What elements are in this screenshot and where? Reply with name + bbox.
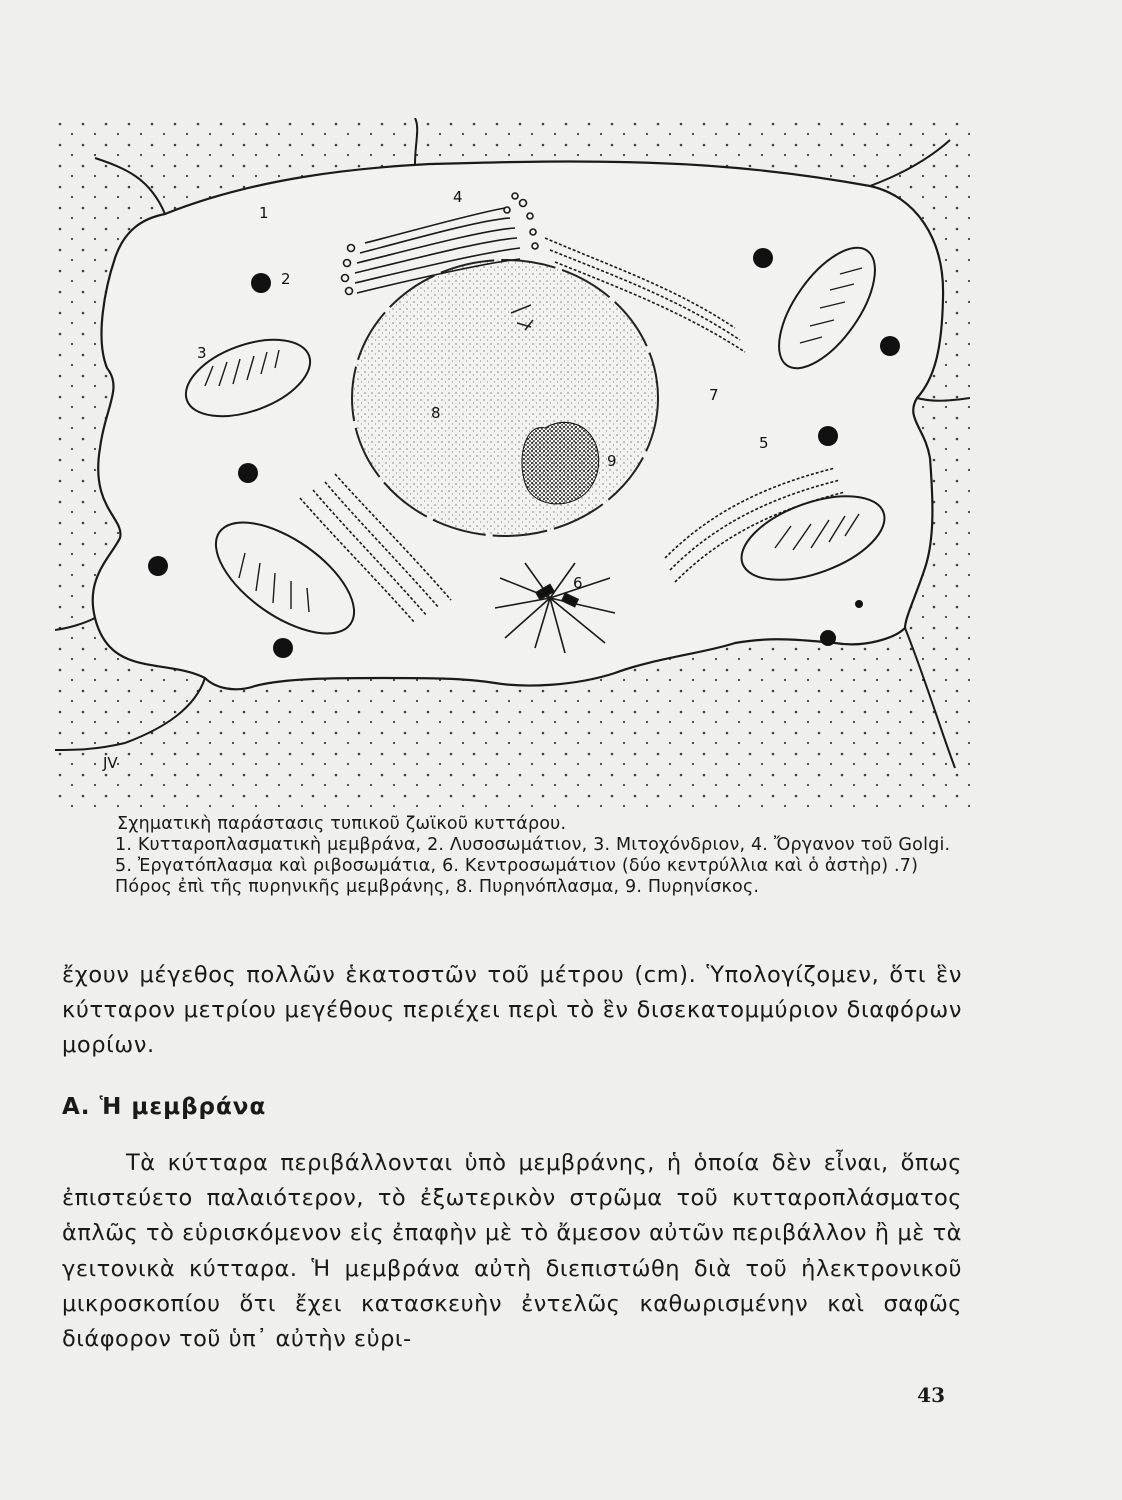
paragraph-text: ἔχουν μέγεθος πολλῶν ἑκατοστῶν τοῦ μέτρου (cm). Ὑπολογίζομεν, ὅτι ἓν κύτταρον μετρίου μεγέθους περιέχει περὶ τὸ ἓν δισεκατομμύριον διαφόρων μορίων. (62, 962, 962, 1058)
figure-label-2: 2 (281, 270, 291, 288)
figure-label-4: 4 (453, 188, 463, 206)
figure-label-8: 8 (431, 404, 441, 422)
nucleus (352, 260, 658, 536)
artist-signature: JV (103, 754, 118, 772)
section-heading: Α. Ἡ μεμβράνα (62, 1094, 267, 1120)
cell-diagram (55, 118, 970, 808)
figure-label-7: 7 (709, 386, 719, 404)
body-paragraph-1 (62, 958, 962, 1063)
figure-caption (115, 814, 960, 898)
figure-label-1: 1 (259, 204, 269, 222)
nucleolus (522, 422, 599, 504)
paragraph-text: Τὰ κύτταρα περιβάλλονται ὑπὸ μεμβράνης, ἡ ὁποία δὲν εἶναι, ὅπως ἐπιστεύετο παλαιότερον, τὸ ἐξωτερικὸν στρῶμα τοῦ κυτταροπλάσματος ἁπλῶς τὸ εὑρισκόμενον εἰς ἐπαφὴν μὲ τὸ ἄμεσον αὐτῶν περιβάλλον ἢ μὲ τὰ γειτονικὰ κύτταρα. Ἡ μεμβράνα αὐτὴ διεπιστώθη διὰ τοῦ ἠλεκτρονικοῦ μικροσκοπίου ὅτι ἔχει κατασκευὴν ἐντελῶς καθωρισμένην καὶ σαφῶς διάφορον τοῦ ὑπ᾽ αὐτὴν εὑρι- (62, 1150, 962, 1353)
caption-title: Σχηματικὴ παράστασις τυπικοῦ ζωϊκοῦ κυττάρου. (117, 814, 567, 834)
page-number: 43 (917, 1383, 945, 1407)
body-paragraph-2 (62, 1146, 962, 1357)
caption-legend: 1. Κυτταροπλασματικὴ μεμβράνα, 2. Λυσοσωμάτιον, 3. Μιτοχόνδριον, 4. Ὄργανον τοῦ Golgi. 5. Ἐργατόπλασμα καὶ ριβοσωμάτια, 6. Κεντροσωμάτιον (δύο κεντρύλλια καὶ ὁ ἀστὴρ) .7) Πόρος ἐπὶ τῆς πυρηνικῆς μεμβράνης, 8. Πυρηνόπλασμα, 9. Πυρηνίσκος. (115, 835, 951, 897)
figure-label-9: 9 (607, 452, 617, 470)
figure-label-5: 5 (759, 434, 769, 452)
figure-label-3: 3 (197, 344, 207, 362)
figure-label-6: 6 (573, 574, 583, 592)
